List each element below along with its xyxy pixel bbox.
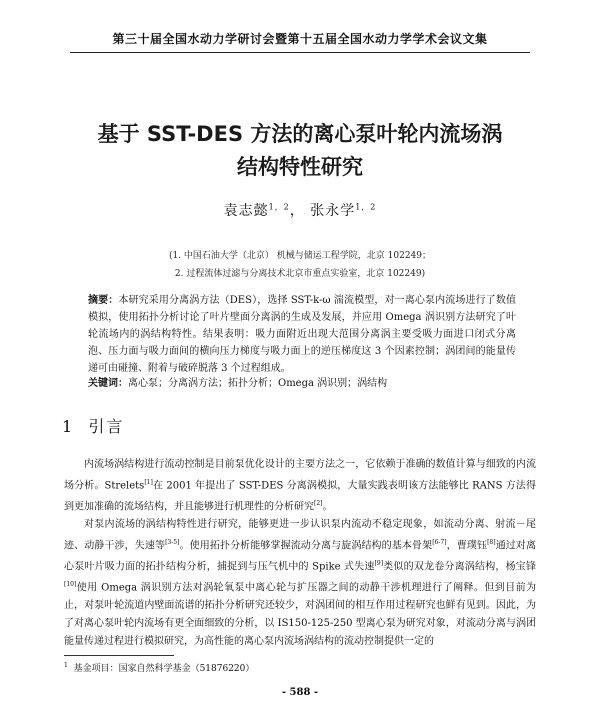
section-title: 引言 [88,417,125,436]
author-name: 张永学 [310,203,356,219]
abstract [88,292,516,377]
text-run: 对泵内流场的涡结构特性进行研究，能够更进一步认识泵内流动不稳定现象，如流动分离、射流－尾迹、动静干涉，失速等 [64,519,536,552]
keywords-text: 离心泵；分离涡方法；拓扑分析；Omega 涡识别；涡结构 [128,378,388,389]
citation: [9] [374,559,384,567]
text-run: 在 2001 年提出了 SST-DES 分离涡模拟，大量实践表明该方法能够比 RANS 方法得到更加准确的流场结构，并且能够进行机理性的分析研究 [64,480,537,513]
title-line-1: 基于 SST-DES 方法的离心泵叶轮内流场涡 [97,122,503,146]
section-number: 1 [62,417,75,436]
paper-title [60,118,540,184]
citation: [10] [64,581,77,589]
text-run: 类似的双龙卷分离涡结构，杨宝锋 [383,561,536,573]
footnote-text: 基金项目：国家自然科学基金（51876220） [73,664,255,674]
text-run: 。使用拓扑分析能够掌握流动分离与旋涡结构的基本骨架 [179,540,433,552]
paragraph [64,456,536,516]
citation: [8] [487,538,496,546]
page-number: - 588 - [281,687,319,698]
abstract-label: 摘要： [88,295,119,306]
author-separator: ， [289,203,305,219]
citation: [6-7] [432,538,447,546]
text-run: 使用 Omega 涡识别方法对涡轮氧泵中离心轮与扩压器之间的动静干涉机理进行了阐释。但到目前为止，对泵叶轮流道内壁面流谱的拓扑分析研究还较少，对涡团间的相互作用过程研究也鲜有见到。因此，为了对离心泵叶轮内流场有更全面细致的分析，以 IS150-125-250 型离心泵为研究对象，对流动分离与涡团能量传递过程进行模拟研究，为高性能的离心泵内流场涡结构的流动控制提供一定的 [64,582,536,647]
keywords-label: 关键词： [88,378,128,389]
text-run: 通过对离心泵叶片吸力面的拓扑结构分析，捕捉到与压气机中的 Spike 式失速 [64,540,537,573]
text-run: ，曹璞钰 [446,540,488,552]
footnote [64,661,254,674]
section-heading [62,414,124,437]
footnote-marker: 1 [64,662,68,669]
header-rule [70,52,530,53]
author-affiliation-marker: 1，2 [355,202,377,212]
footnote-rule [64,655,174,656]
author-name: 袁志懿 [223,203,269,219]
title-line-2: 结构特性研究 [237,155,363,179]
citation: [3-5] [165,538,180,546]
abstract-text: 本研究采用分离涡方法（DES），选择 SST-k-ω 湍流模型，对一离心泵内流场进行了数值模拟，使用拓扑分析讨论了叶片壁面分离涡的生成及发展，并应用 Omega 涡识别方法研究了叶轮流场内的涡结构特性。结果表明：吸力面附近出现大范围分离涡主要受吸力面进口闭式分离泡、压力面与吸力面间的横向压力梯度与吸力面上的逆压梯度这 3 个因素控制；涡团间的能量传递可由碰撞、附着与破碎脱落 3 个过程组成。 [88,295,517,374]
citation: [2] [314,499,323,507]
text-run: 内流场涡结构进行流动控制是目前泵优化设计的主要方法之一，它依赖于准确的数值计算与细致的内流场分析。Strelets [64,459,536,492]
citation: [1] [144,478,153,486]
author-affiliation-marker: 1，2 [268,202,290,212]
affiliation-line: 2. 过程流体过滤与分离技术北京市重点实验室，北京 102249) [174,269,426,279]
running-header: 第三十届全国水动力学研讨会暨第十五届全国水动力学学术会议文集 [112,32,488,46]
keywords [88,375,516,392]
paragraph [64,516,536,651]
text-run: 。 [322,501,333,513]
affiliation-line: (1. 中国石油大学（北京） 机械与储运工程学院，北京 102249； [168,251,432,261]
body-text [64,456,536,651]
affiliations [0,247,600,283]
author-list [0,200,600,220]
